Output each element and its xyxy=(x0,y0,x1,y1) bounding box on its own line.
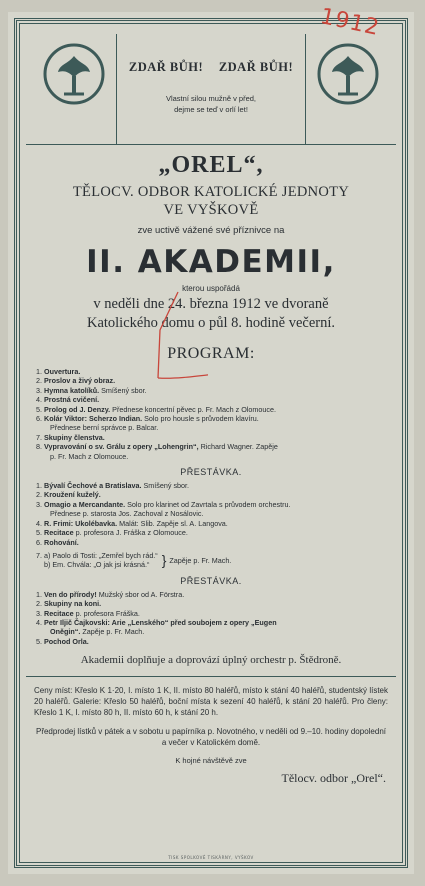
program-item xyxy=(36,538,392,547)
program-item xyxy=(36,528,392,537)
section-divider xyxy=(26,676,396,677)
program-item-title: Vypravování o sv. Grálu z opery „Lohengrin“, xyxy=(44,442,199,452)
program-item-title: Kroužení kuželý. xyxy=(44,490,101,500)
program-item-title: Prolog od J. Denzy. xyxy=(44,404,111,414)
program-item-number: 2. xyxy=(36,490,42,500)
item-7b: b) Em. Chvála: „O jak jsi krásná.“ xyxy=(44,560,150,570)
program-item xyxy=(36,433,392,442)
program-item-detail: Smíšený sbor. xyxy=(99,385,147,395)
program-item-detail: Přednese p. starosta Jos. Zachoval z Nosálovic. xyxy=(50,509,204,519)
header-motto-box xyxy=(116,34,306,144)
program-part-3 xyxy=(36,590,392,646)
program-item-number: 3. xyxy=(36,499,42,509)
program-item-title: Pochod Orla. xyxy=(44,636,89,646)
program-item-title: Recitace xyxy=(44,608,74,618)
orel-emblem-icon xyxy=(42,42,106,106)
program-item-detail: Malát: Slib. Zapěje sl. A. Langova. xyxy=(117,518,228,528)
poster-sheet xyxy=(8,4,414,874)
signature: Tělocv. odbor „Orel“. xyxy=(281,771,386,786)
program-item-detail: p. Fr. Mach z Olomouce. xyxy=(50,451,129,461)
presale-info: Předprodej lístků v pátek a v sobotu u papírníka p. Novotného, v neděli od 9.–10. hodiny dopolední a večer v Katolickém domě. xyxy=(35,727,386,748)
item-7a: 7. a) Paolo di Tosti: „Zemřel bych rád.“ xyxy=(36,550,158,560)
program-item-detail: Richard Wagner. Zapěje xyxy=(198,442,278,452)
program-item-number: 1. xyxy=(36,589,42,599)
date-line-2: Katolického domu o půl 8. hodině večerní. xyxy=(86,315,336,331)
program-item xyxy=(36,500,392,509)
program-item-7 xyxy=(36,551,392,570)
ticket-prices: Ceny míst: Křeslo K 1·20, I. místo 1 K, II. místo 80 haléřů, místo k stání 40 haléřů, studentský lístek 20 haléřů. Galerie: Křeslo 50 haléřů, boční místa k sezení 40 haléřů, k stání 20 haléřů. Pro členy: Křeslo 1 K, I. místo 80 h, II. místo 60 h, k stání 20 h. xyxy=(34,686,388,718)
motto-verse xyxy=(117,93,305,115)
program-item xyxy=(36,509,392,518)
closing-invitation: K hojné návštěvě zve xyxy=(175,756,247,766)
program-item-detail: Přednese berní správce p. Balcar. xyxy=(50,423,159,433)
program-item xyxy=(36,627,392,636)
program-item-number: 2. xyxy=(36,376,42,386)
item-7-brace: } xyxy=(161,552,167,569)
program-item xyxy=(36,599,392,608)
program-item-title: Prostná cvičení. xyxy=(44,395,100,405)
program-item-number: 3. xyxy=(36,608,42,618)
organizer-line: kterou uspořádá xyxy=(182,284,240,293)
motto-line xyxy=(117,60,305,75)
item-7-performer: Zapěje p. Fr. Mach. xyxy=(169,555,232,565)
program-item-title: Proslov a živý obraz. xyxy=(44,376,116,386)
program-item-title: Bývalí Čechové a Bratislava. xyxy=(44,481,142,491)
program-item-number: 4. xyxy=(36,518,42,528)
program-item xyxy=(36,386,392,395)
intermission-2: PŘESTÁVKA. xyxy=(180,575,242,586)
program-part-2 xyxy=(36,481,392,547)
program-item xyxy=(36,637,392,646)
event-date-venue xyxy=(30,295,392,333)
program-item-number: 3. xyxy=(36,385,42,395)
program-item xyxy=(36,490,392,499)
program-item-number: 4. xyxy=(36,395,42,405)
organization-name xyxy=(30,183,392,219)
printer-imprint: TISK SPOLKOVÉ TISKÁRNY, VYŠKOV xyxy=(168,855,254,860)
org-line-2: VE VYŠKOVĚ xyxy=(163,202,259,218)
motto-right: ZDAŘ BŮH! xyxy=(218,60,294,74)
poster-header xyxy=(26,34,396,145)
program-item-number: 7. xyxy=(36,432,42,442)
program-item xyxy=(36,609,392,618)
org-line-1: TĚLOCV. ODBOR KATOLICKÉ JEDNOTY xyxy=(72,184,350,200)
orel-emblem-icon xyxy=(316,42,380,106)
program-item-number: 5. xyxy=(36,636,42,646)
program-item-number: 2. xyxy=(36,599,42,609)
program-item-title: Kolár Viktor: Scherzo Indian. xyxy=(44,414,143,424)
program-part-1 xyxy=(36,367,392,461)
program-item xyxy=(36,590,392,599)
program-item-number: 1. xyxy=(36,367,42,376)
program-item-detail: Smíšený sbor. xyxy=(141,481,190,491)
program-item xyxy=(36,442,392,451)
program-item-number: 5. xyxy=(36,528,42,538)
program-item-title: Petr Iljič Čajkovski: Arie „Lenského“ před soubojem z opery „Eugen xyxy=(44,617,277,627)
program-item xyxy=(36,405,392,414)
motto-left: ZDAŘ BŮH! xyxy=(128,60,204,74)
program-item-title: Oněgin“. xyxy=(50,627,81,637)
program-item-title: Hymna katolíků. xyxy=(44,385,100,395)
poster-content xyxy=(30,146,392,786)
date-line-1: v neděli dne 24. března 1912 ve dvoraně xyxy=(93,296,329,312)
program-item-number: 6. xyxy=(36,414,42,424)
program-item xyxy=(36,395,392,404)
program-item xyxy=(36,423,392,432)
program-item-detail: Přednese koncertní pěvec p. Fr. Mach z Olomouce. xyxy=(110,404,276,414)
program-item-title: Recitace xyxy=(44,528,74,538)
program-item-detail: Solo pro housle s průvodem klavíru. xyxy=(142,414,259,424)
item-7-songs xyxy=(36,551,158,570)
verse-line-2: dejme se teď v orlí let! xyxy=(174,105,248,114)
program-heading: PROGRAM: xyxy=(167,345,255,362)
program-item xyxy=(36,481,392,490)
program-item-title: R. Frimi: Ukolébavka. xyxy=(44,518,118,528)
program-item-number: 1. xyxy=(36,481,42,491)
red-pencil-mark xyxy=(148,290,208,380)
program-item xyxy=(36,618,392,627)
program-item-detail: Mužský sbor od A. Förstra. xyxy=(96,589,185,599)
program-item-number: 5. xyxy=(36,404,42,414)
program-item-title: Ouvertura. xyxy=(44,367,81,376)
program-item-detail: p. profesora Fráška. xyxy=(73,608,140,618)
program-item-detail: Zapěje p. Fr. Mach. xyxy=(80,627,145,637)
program-item-title: Skupiny členstva. xyxy=(44,432,105,442)
invite-line: zve uctivě vážené své příznivce na xyxy=(137,225,285,236)
program-item xyxy=(36,367,392,376)
program-item xyxy=(36,376,392,385)
handwritten-year-note: 1912 xyxy=(318,4,382,41)
orchestra-note: Akademii doplňuje a doprovází úplný orchestr p. Štědroně. xyxy=(80,654,342,667)
program-item-detail: p. profesora J. Fráška z Olomouce. xyxy=(73,528,188,538)
program-item-title: Skupiny na koni. xyxy=(44,599,102,609)
program-item-title: Rohování. xyxy=(44,537,79,547)
program-item xyxy=(36,452,392,461)
program-item-number: 4. xyxy=(36,617,42,627)
event-title: II. AKADEMII, xyxy=(86,244,336,280)
verse-line-1: Vlastní silou mužně v před, xyxy=(165,94,257,103)
program-item-detail: Solo pro klarinet od Zavrtala s průvodem orchestru. xyxy=(125,499,291,509)
intermission-1: PŘESTÁVKA. xyxy=(180,467,242,478)
program-item-number: 6. xyxy=(36,537,42,547)
program-item-title: Ven do přírody! xyxy=(44,589,97,599)
program-item xyxy=(36,519,392,528)
orel-title: „OREL“, xyxy=(158,152,264,178)
program-item xyxy=(36,414,392,423)
program-item-title: Omagio a Mercandante. xyxy=(44,499,126,509)
program-item-number: 8. xyxy=(36,442,42,452)
